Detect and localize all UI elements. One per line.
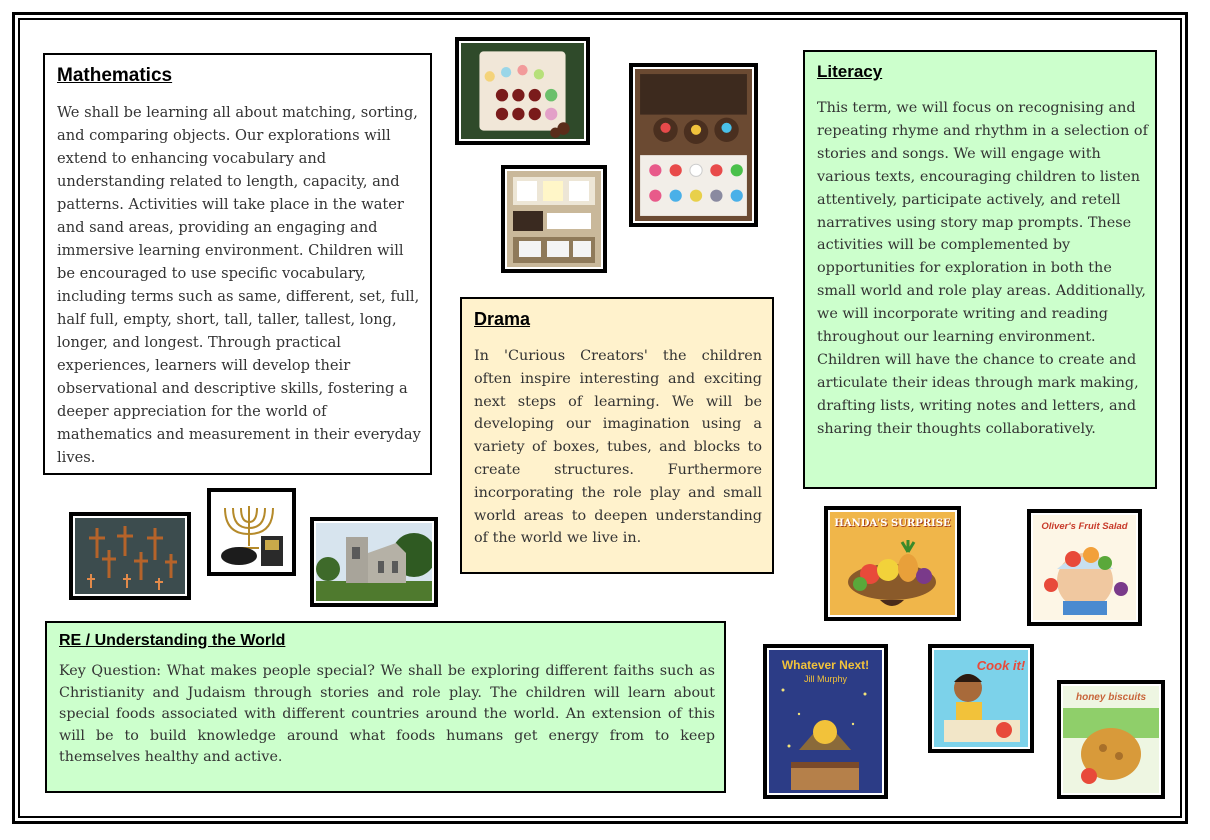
photo-sorting-trays	[629, 63, 758, 227]
photo-menorah	[207, 488, 296, 576]
book-whatever-title: Whatever Next!	[781, 658, 870, 672]
mathematics-panel	[43, 53, 432, 475]
photo-writing-area	[501, 165, 607, 273]
book-honey-title: honey biscuits	[1075, 692, 1146, 703]
book-olivers-fruit-salad	[1027, 509, 1142, 626]
mathematics-title: Mathematics	[57, 65, 173, 86]
book-cook-title: Cook it!	[976, 658, 1026, 673]
mathematics-body: We shall be learning all about matching, sorting, and comparing objects. Our explorations will extend to enhancing vocabulary and understanding related to length, capacity, and patterns. Activities will take place in the water and sand areas, providing an engaging and immersive learning environment. Children will be encouraged to use specific vocabulary, including terms such as same, different, set, full, half full, empty, short, tall, taller, tallest, long, longer, and longest. Through practical experiences, learners will develop their observational and descriptive skills, fostering a deeper appreciation for the world of mathematics and measurement in their everyday lives.	[57, 104, 421, 466]
book-whatever-author: Jill Murphy	[803, 674, 847, 684]
photo-crosses	[69, 512, 191, 600]
book-handa-title: HANDA'S SURPRISE	[834, 518, 951, 529]
book-oliver-title: Oliver's Fruit Salad	[1041, 521, 1128, 532]
photo-counting-eggs	[455, 37, 590, 145]
book-whatever-next	[763, 644, 888, 799]
drama-title: Drama	[474, 309, 531, 329]
book-handas-surprise	[824, 506, 961, 621]
book-cook-it	[928, 644, 1034, 753]
re-body: Key Question: What makes people special? We shall be exploring different faiths such as Christianity and Judaism through stories and role play. The children will learn about special foods associated with different countries around the world. An extension of this will be to build knowledge around what foods humans get energy from to keep themselves healthy and active.	[59, 663, 715, 765]
literacy-title: Literacy	[817, 62, 883, 81]
book-honey-biscuits	[1057, 680, 1165, 799]
re-title: RE / Understanding the World	[59, 632, 286, 649]
re-panel	[45, 621, 726, 793]
literacy-body: This term, we will focus on recognising and repeating rhyme and rhythm in a selection of stories and songs. We will engage with various texts, encouraging children to listen attentively, participate actively, and retell narratives using story map prompts. These activities will be complemented by opportunities for exploration in both the small world and role play areas. Additionally, we will incorporate writing and reading throughout our learning environment. Children will have the chance to create and articulate their ideas through mark making, drafting lists, writing notes and letters, and sharing their thoughts collaboratively.	[817, 100, 1148, 437]
photo-church	[310, 517, 438, 607]
literacy-panel	[803, 50, 1157, 489]
drama-body: In 'Curious Creators' the children often inspire interesting and exciting next steps of learning. We will be developing our imagination using a variety of boxes, tubes, and blocks to create structures. Furthermore incorporating the role play and small world areas to deepen understanding of the world we live in.	[474, 348, 762, 547]
drama-panel	[460, 297, 774, 574]
